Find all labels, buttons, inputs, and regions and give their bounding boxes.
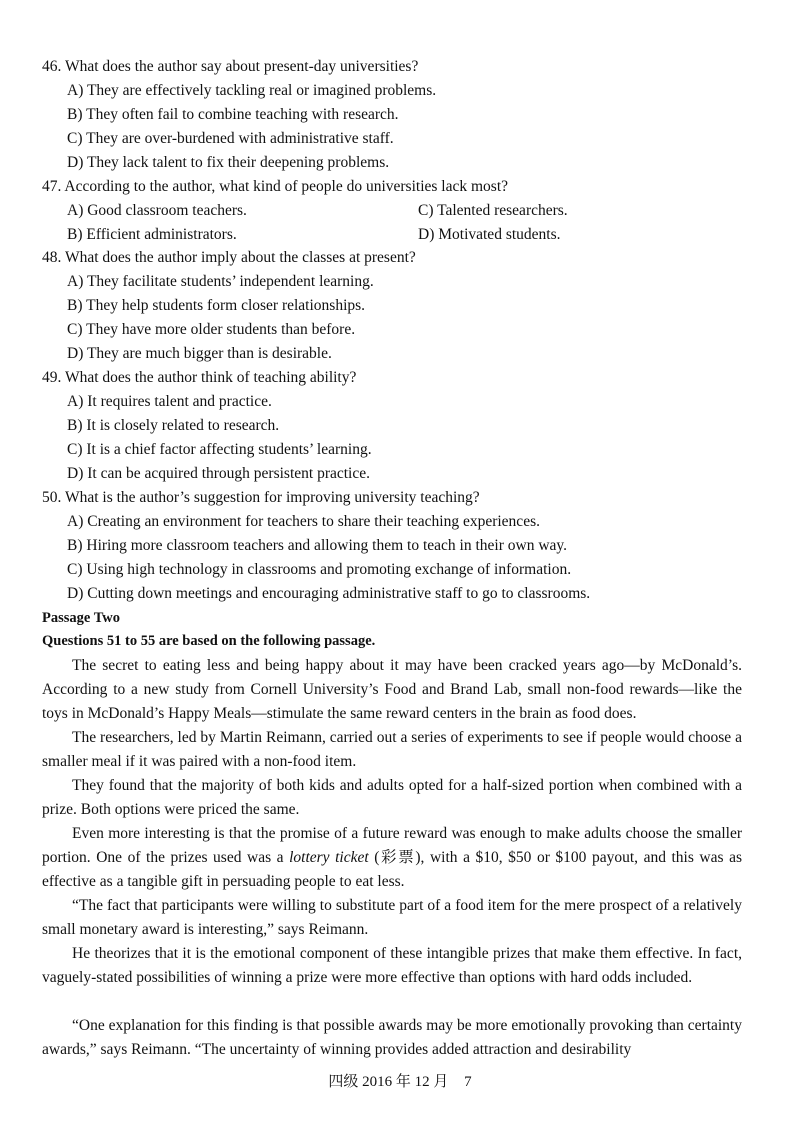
footer-page-number: 7 bbox=[464, 1074, 472, 1090]
passage-paragraph-4 bbox=[42, 822, 742, 895]
passage-paragraph-1: The secret to eating less and being happy about it may have been cracked years ago—by McDonald’s. According to a new study from Cornell University’s Food and Brand Lab, small non-food rewards—like the toys in McDonald’s Happy Meals—stimulate the same reward centers in the brain as food does. bbox=[42, 657, 742, 723]
question-48-stem: 48. What does the author imply about the classes at present? bbox=[42, 249, 416, 266]
question-49-option-a: A) It requires talent and practice. bbox=[67, 393, 272, 410]
question-48-option-c: C) They have more older students than before. bbox=[67, 321, 356, 338]
passage-paragraph-5: “The fact that participants were willing to substitute part of a food item for the mere prospect of a relatively small monetary award is interesting,” says Reimann. bbox=[42, 897, 742, 939]
question-48-option-d: D) They are much bigger than is desirable. bbox=[67, 345, 332, 362]
question-48-option-b: B) They help students form closer relationships. bbox=[67, 297, 366, 314]
question-50-option-a: A) Creating an environment for teachers to share their teaching experiences. bbox=[67, 513, 540, 530]
passage-instruction: Questions 51 to 55 are based on the following passage. bbox=[42, 633, 376, 649]
passage-paragraph-2: The researchers, led by Martin Reimann, carried out a series of experiments to see if people would choose a smaller meal if it was paired with a non-food item. bbox=[42, 729, 742, 771]
question-50-option-c: C) Using high technology in classrooms and promoting exchange of information. bbox=[67, 561, 572, 578]
passage-title: Passage Two bbox=[42, 610, 121, 626]
passage-paragraph-6: He theorizes that it is the emotional component of these intangible prizes that make them effective. In fact, vaguely-stated possibilities of winning a prize were more effective than options with hard odds included. bbox=[42, 945, 742, 987]
question-47-stem: 47. According to the author, what kind of people do universities lack most? bbox=[42, 178, 508, 195]
question-47-option-b: B) Efficient administrators. bbox=[67, 226, 237, 243]
footer-exam-label: 四级 2016 年 12 月 bbox=[328, 1074, 449, 1090]
question-49-stem: 49. What does the author think of teaching ability? bbox=[42, 369, 357, 386]
question-49-option-b: B) It is closely related to research. bbox=[67, 417, 280, 434]
question-48-option-a: A) They facilitate students’ independent learning. bbox=[67, 273, 374, 290]
paragraph-4-italic-term: lottery ticket bbox=[289, 849, 369, 867]
question-46-option-d: D) They lack talent to fix their deepening problems. bbox=[67, 154, 390, 171]
question-50-option-d: D) Cutting down meetings and encouraging administrative staff to go to classrooms. bbox=[67, 585, 591, 602]
question-47-option-d: D) Motivated students. bbox=[418, 226, 561, 243]
paragraph-4-text-end: (彩票), with a $10, $50 or $100 payout, and this was as effective as a tangible gift in persuading people to eat less. bbox=[42, 849, 742, 891]
question-46-option-b: B) They often fail to combine teaching with research. bbox=[67, 106, 399, 123]
question-49-option-d: D) It can be acquired through persistent practice. bbox=[67, 465, 370, 482]
question-47-option-a: A) Good classroom teachers. bbox=[67, 202, 247, 219]
passage-paragraph-3: They found that the majority of both kids and adults opted for a half-sized portion when combined with a prize. Both options were priced the same. bbox=[42, 777, 742, 819]
paragraph-4-text-start: Even more interesting is that the promise of a future reward was enough to make adults choose the smaller portion. One of the prizes used was a bbox=[42, 825, 742, 867]
question-50-option-b: B) Hiring more classroom teachers and allowing them to teach in their own way. bbox=[67, 537, 568, 554]
question-49-option-c: C) It is a chief factor affecting students’ learning. bbox=[67, 441, 372, 458]
question-46-option-a: A) They are effectively tackling real or imagined problems. bbox=[67, 82, 437, 99]
question-47-option-c: C) Talented researchers. bbox=[418, 202, 568, 219]
question-46-stem: 46. What does the author say about present-day universities? bbox=[42, 58, 419, 75]
passage-paragraph-7: “One explanation for this finding is that possible awards may be more emotionally provoking than certainty awards,” says Reimann. “The uncertainty of winning provides added attraction and desirability bbox=[42, 1017, 742, 1059]
question-46-option-c: C) They are over-burdened with administrative staff. bbox=[67, 130, 394, 147]
question-50-stem: 50. What is the author’s suggestion for improving university teaching? bbox=[42, 489, 480, 506]
page-footer bbox=[0, 1070, 800, 1091]
